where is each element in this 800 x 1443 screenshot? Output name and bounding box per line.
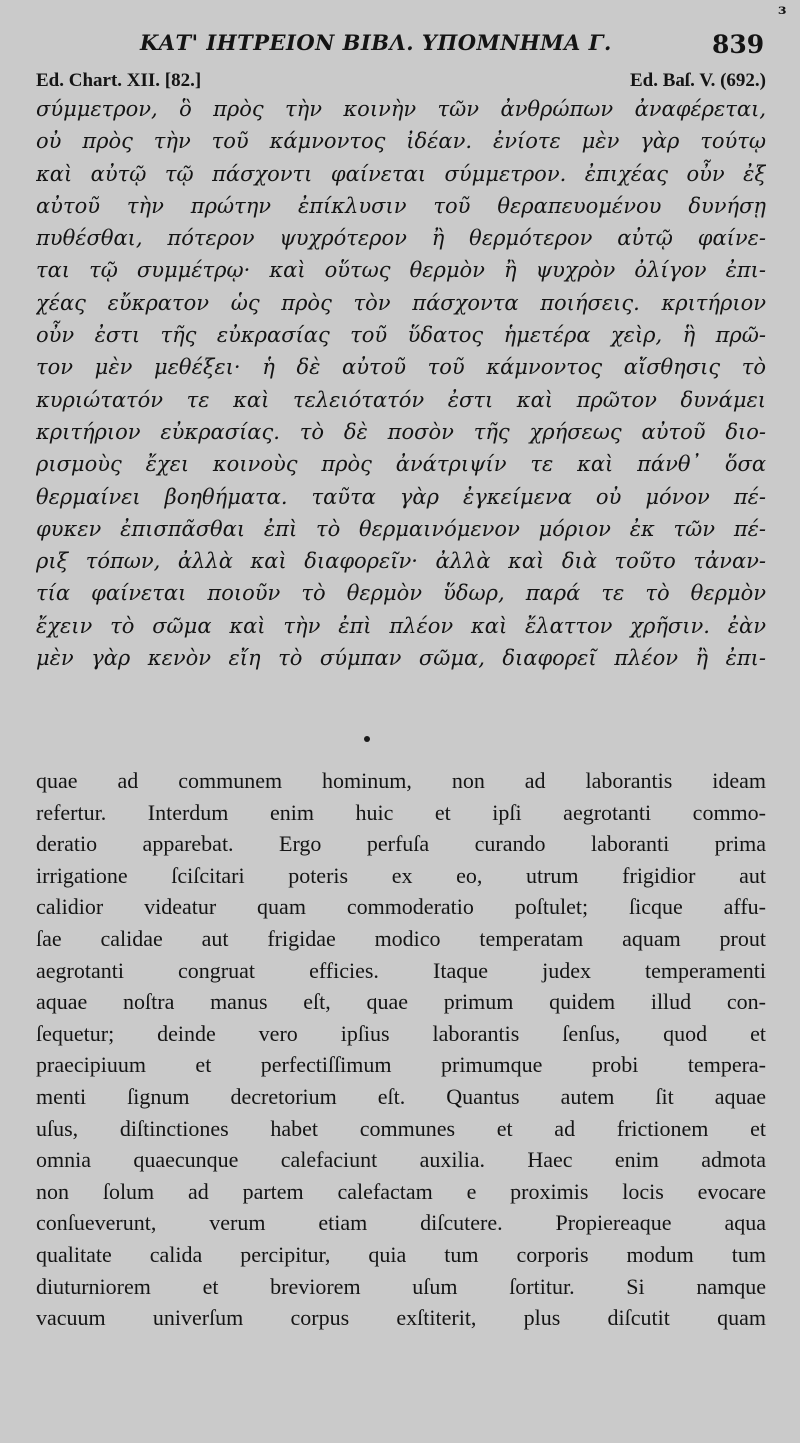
latin-line: menti ſignum decretorium eſt. Quantus autem ſit aquae (36, 1083, 766, 1109)
greek-line: οὖν ἐστι τῆς εὐκρασίας τοῦ ὕδατος ἡμετέρα χεὶρ, ἣ πρῶ- (36, 323, 766, 348)
latin-line: vacuum univerſum corpus exſtiterit, plus diſcutit quam (36, 1305, 766, 1331)
greek-line: θερμαίνει βοηθήματα. ταῦτα γὰρ ἐγκείμενα οὐ μόνον πέ- (36, 484, 766, 509)
latin-line: ſae calidae aut frigidae modico temperatam aquam prout (36, 925, 766, 951)
greek-line: ται τῷ συμμέτρῳ· καὶ οὕτως θερμὸν ἢ ψυχρὸν ὀλίγον ἐπι- (36, 258, 766, 283)
greek-line: σύμμετρον, ὃ πρὸς τὴν κοινὴν τῶν ἀνθρώπων ἀναφέρεται, (36, 97, 766, 121)
latin-line: irrigatione ſciſcitari poteris ex eo, utrum frigidior aut (36, 862, 766, 888)
latin-line: calidior videatur quam commoderatio poſtulet; ſicque affu- (36, 894, 766, 920)
latin-line: conſueverunt, verum etiam diſcutere. Propiereaque aqua (36, 1210, 766, 1236)
greek-line: καὶ αὐτῷ τῷ πάσχοντι φαίνεται σύμμετρον. ἐπιχέας οὖν ἐξ (36, 161, 766, 186)
greek-line: ρισμοὺς ἔχει κοινοὺς πρὸς ἀνάτριψίν τε καὶ πάνθ᾽ ὅσα (36, 452, 766, 477)
greek-line: αὐτοῦ τὴν πρώτην ἐπίκλυσιν τοῦ θεραπευομένου δυνήσῃ (36, 193, 766, 218)
edition-basel-reference: Ed. Baſ. V. (692.) (629, 70, 766, 91)
greek-line: πυθέσθαι, πότερον ψυχρότερον ἢ θερμότερον αὐτῷ φαίνε- (36, 226, 766, 251)
greek-text-block (36, 93, 766, 674)
greek-line: ἔχειν τὸ σῶμα καὶ τὴν ἐπὶ πλέον καὶ ἔλαττον χρῆσιν. ἐὰν (36, 613, 766, 638)
edition-chart-reference: Ed. Chart. XII. [82.] (36, 70, 202, 91)
latin-text-block (36, 765, 766, 1334)
latin-line: ſequetur; deinde vero ipſius laborantis ſenſus, quod et (36, 1020, 766, 1046)
running-head: ΚΑΤ' ΙΗΤΡΕΙΟΝ ΒΙΒΛ. ΥΠΟΜΝΗΜΑ Γ. (140, 30, 612, 55)
greek-line: τία φαίνεται ποιοῦν τὸ θερμὸν ὕδωρ, παρά τε τὸ θερμὸν (36, 581, 766, 606)
greek-line: χέας εὔκρατον ὡς πρὸς τὸν πάσχοντα ποιήσεις. κριτήριον (36, 290, 766, 315)
latin-line: qualitate calida percipitur, quia tum corporis modum tum (36, 1241, 766, 1267)
greek-line: κριτήριον εὐκρασίας. τὸ δὲ ποσὸν τῆς χρήσεως αὐτοῦ διο- (36, 419, 766, 444)
latin-line: omnia quaecunque calefaciunt auxilia. Haec enim admota (36, 1147, 766, 1173)
greek-line: κυριώτατόν τε καὶ τελειότατόν ἐστι καὶ πρῶτον δυνάμει (36, 387, 766, 412)
section-divider-dot (364, 736, 370, 742)
greek-line: φυκεν ἐπισπᾶσθαι ἐπὶ τὸ θερμαινόμενον μόριον ἐκ τῶν πέ- (36, 516, 766, 541)
corner-mark: ɜ (778, 2, 786, 18)
latin-line: non ſolum ad partem calefactam e proximis locis evocare (36, 1178, 766, 1204)
greek-line: μὲν γὰρ κενὸν εἴη τὸ σύμπαν σῶμα, διαφορεῖ πλέον ἢ ἐπι- (36, 646, 766, 671)
page-number: 839 (712, 30, 765, 59)
latin-line: refertur. Interdum enim huic et ipſi aegrotanti commo- (36, 799, 766, 825)
greek-line: ριξ τόπων, ἀλλὰ καὶ διαφορεῖν· ἀλλὰ καὶ διὰ τοῦτο τἀναν- (36, 549, 766, 574)
greek-line: τον μὲν μεθέξει· ἡ δὲ αὐτοῦ τοῦ κάμνοντος αἴσθησις τὸ (36, 355, 766, 380)
greek-line: οὐ πρὸς τὴν τοῦ κάμνοντος ἰδέαν. ἐνίοτε μὲν γὰρ τούτῳ (36, 129, 766, 154)
latin-line: deratio apparebat. Ergo perfuſa curando laboranti prima (36, 831, 766, 857)
latin-line: aegrotanti congruat efficies. Itaque judex temperamenti (36, 957, 766, 983)
latin-line: aquae noſtra manus eſt, quae primum quidem illud con- (36, 989, 766, 1015)
latin-line: uſus, diſtinctiones habet communes et ad frictionem et (36, 1115, 766, 1141)
latin-line: quae ad communem hominum, non ad laborantis ideam (36, 768, 766, 793)
latin-line: diuturniorem et breviorem uſum ſortitur. Si namque (36, 1273, 766, 1299)
latin-line: praecipiuum et perfectiſſimum primumque probi tempera- (36, 1052, 766, 1078)
